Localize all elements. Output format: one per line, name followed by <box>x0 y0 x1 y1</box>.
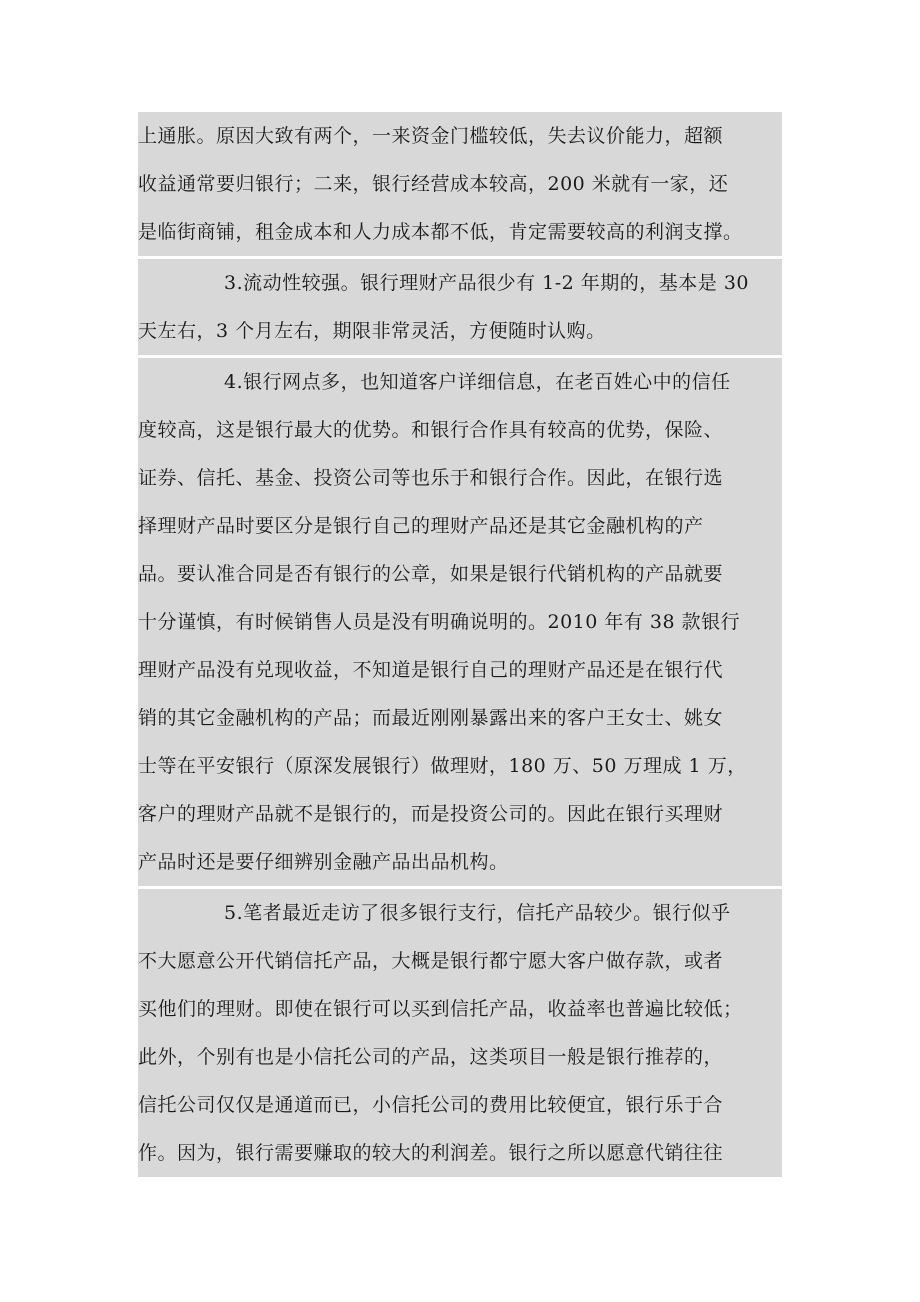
text-line: 天左右，3 个月左右，期限非常灵活，方便随时认购。 <box>138 320 606 342</box>
text-line: 择理财产品时要区分是银行自己的理财产品还是其它金融机构的产 <box>138 515 704 537</box>
text-line: 3.流动性较强。银行理财产品很少有 1-2 年期的，基本是 30 <box>224 272 750 294</box>
text-line: 是临街商铺，租金成本和人力成本都不低，肯定需要较高的利润支撑。 <box>138 221 743 243</box>
text-line: 买他们的理财。即使在银行可以买到信托产品，收益率也普遍比较低； <box>138 998 743 1020</box>
text-line: 度较高，这是银行最大的优势。和银行合作具有较高的优势，保险、 <box>138 419 724 441</box>
text-line: 此外，个别有也是小信托公司的产品，这类项目一般是银行推荐的， <box>138 1046 724 1068</box>
text-line: 十分谨慎，有时候销售人员是没有明确说明的。2010 年有 38 款银行 <box>138 611 741 633</box>
paragraph-trust-products <box>138 889 782 1177</box>
text-line: 上通胀。原因大致有两个，一来资金门槛较低，失去议价能力，超额 <box>138 125 724 147</box>
text-line: 作。因为，银行需要赚取的较大的利润差。银行之所以愿意代销往往 <box>138 1142 724 1164</box>
paragraph-liquidity <box>138 259 782 355</box>
text-line: 4.银行网点多，也知道客户详细信息，在老百姓心中的信任 <box>224 371 731 393</box>
text-line: 证券、信托、基金、投资公司等也乐于和银行合作。因此，在银行选 <box>138 467 724 489</box>
document-body <box>138 112 782 1180</box>
text-line: 收益通常要归银行；二来，银行经营成本较高，200 米就有一家，还 <box>138 173 729 195</box>
text-line: 客户的理财产品就不是银行的，而是投资公司的。因此在银行买理财 <box>138 803 724 825</box>
text-line: 品。要认准合同是否有银行的公章，如果是银行代销机构的产品就要 <box>138 563 724 585</box>
text-line: 不大愿意公开代销信托产品，大概是银行都宁愿大客户做存款，或者 <box>138 950 724 972</box>
text-line: 销的其它金融机构的产品；而最近刚刚暴露出来的客户王女士、姚女 <box>138 707 724 729</box>
text-line: 产品时还是要仔细辨别金融产品出品机构。 <box>138 851 509 873</box>
paragraph-branches <box>138 358 782 886</box>
text-line: 理财产品没有兑现收益，不知道是银行自己的理财产品还是在银行代 <box>138 659 724 681</box>
paragraph-cost <box>138 112 782 256</box>
text-line: 士等在平安银行（原深发展银行）做理财，180 万、50 万理成 1 万， <box>138 755 747 777</box>
text-line: 信托公司仅仅是通道而已，小信托公司的费用比较便宜，银行乐于合 <box>138 1094 724 1116</box>
text-line: 5.笔者最近走访了很多银行支行，信托产品较少。银行似乎 <box>224 902 731 924</box>
